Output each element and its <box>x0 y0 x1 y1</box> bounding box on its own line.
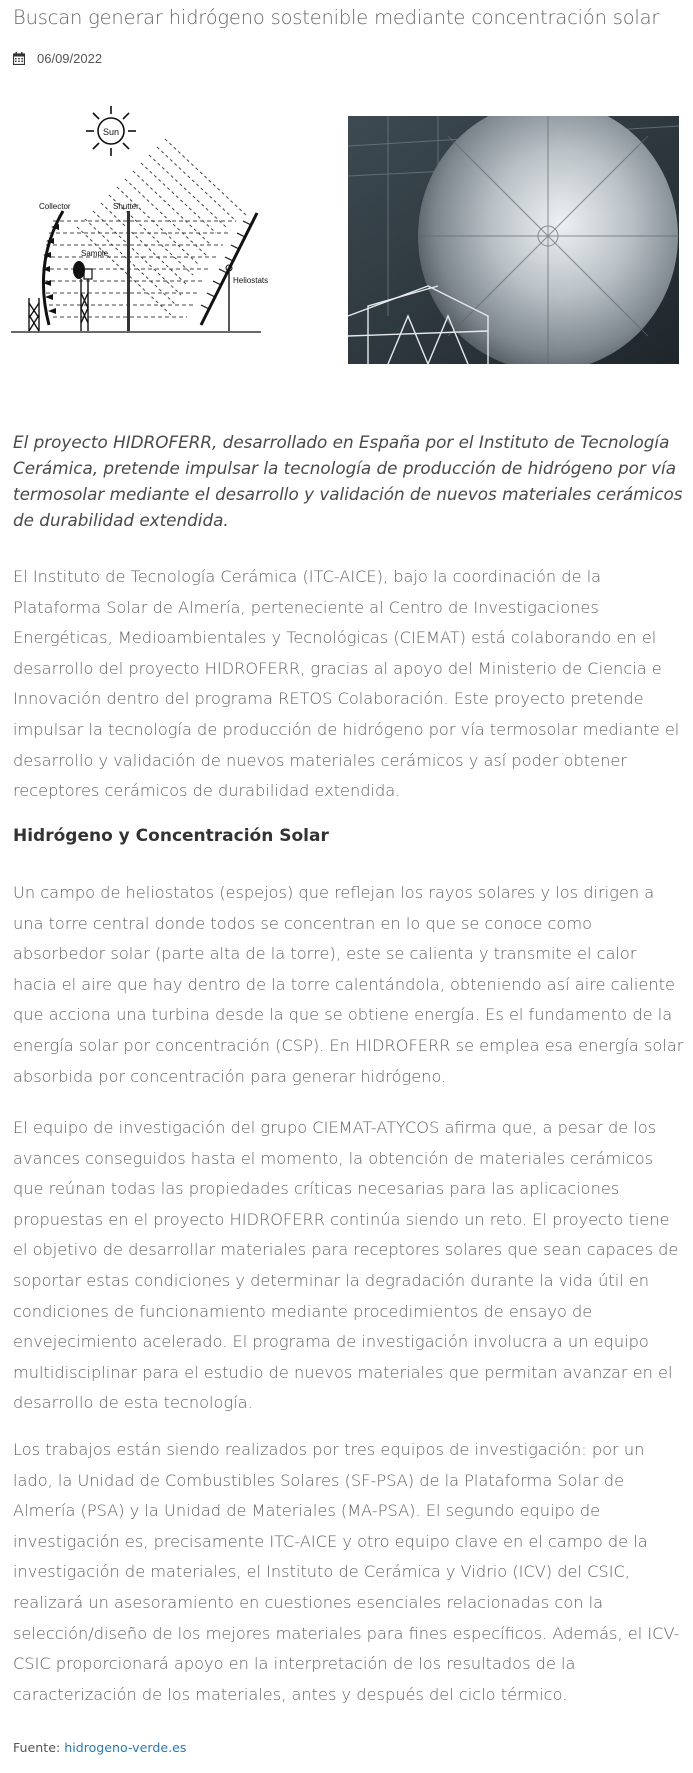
shutter-label: Shutter <box>113 202 139 211</box>
article-date <box>13 49 102 67</box>
article-lead: El proyecto HIDROFERR, desarrollado en España por el Instituto de Tecnología Cerámica, pretende impulsar la tecnología de producción de hidrógeno por vía termosolar mediante el desarrollo y validación de nuevos materiales cerámicos de durabilidad extendida. <box>13 432 683 530</box>
solar-furnace-diagram <box>11 103 311 378</box>
paragraph-2: Un campo de heliostatos (espejos) que reflejan los rayos solares y los dirigen a una torre central donde todos se concentran en lo que se conoce como absorbedor solar (parte alta de la torre), este se calienta y transmite el calor hacia el aire que hay dentro de la torre calentándola, obteniendo así aire caliente que acciona una turbina desde la que se obtiene energía. Es el fundamento de la energía solar por concentración (CSP). En HIDROFERR se emplea esa energía solar absorbida por concentración para generar hidrógeno. <box>13 883 684 1086</box>
source-link[interactable]: hidrogeno-verde.es <box>64 1740 187 1755</box>
solar-concentrator-photo <box>348 116 679 364</box>
sun-label: Sun <box>102 127 120 137</box>
paragraph-3: El equipo de investigación del grupo CIEMAT-ATYCOS afirma que, a pesar de los avances conseguidos hasta el momento, la obtención de materiales cerámicos que reúnan todas las propiedades críticas necesarias para las aplicaciones propuestas en el proyecto HIDROFERR continúa siendo un reto. El proyecto tiene el objetivo de desarrollar materiales para receptores solares que sean capaces de soportar estas condiciones y determinar la degradación durante la vida útil en condiciones de funcionamiento mediante procedimientos de ensayo de envejecimiento acelerado. El programa de investigación involucra a un equipo multidisciplinar para el estudio de nuevos materiales que permitan avanzar en el desarrollo de esta tecnología. <box>13 1118 679 1413</box>
heliostats-label: Heliostats <box>233 276 269 285</box>
calendar-icon <box>13 52 25 65</box>
paragraph-4: Los trabajos están siendo realizados por tres equipos de investigación: por un lado, la Unidad de Combustibles Solares (SF-PSA) de la Plataforma Solar de Almería (PSA) y la Unidad de Materiales (MA-PSA). El segundo equipo de investigación es, precisamente ITC-AICE y otro equipo clave en el campo de la investigación de materiales, el Instituto de Cerámica y Vidrio (ICV) del CSIC, realizará un asesoramiento en cuestiones esenciales relacionadas con la selección/diseño de los mejores materiales para fines específicos. Además, el ICV-CSIC proporcionará apoyo en la interpretación de los resultados de la caracterización de los materiales, antes y después del ciclo térmico. <box>13 1440 680 1704</box>
source-label: Fuente: <box>13 1740 61 1755</box>
section-heading: Hidrógeno y Concentración Solar <box>13 826 329 846</box>
collector-label: Collector <box>39 202 71 211</box>
date-text: 06/09/2022 <box>37 50 103 66</box>
sample-label: Sample <box>81 249 109 258</box>
article-source <box>13 1740 186 1755</box>
article-figure <box>11 103 681 378</box>
article-title: Buscan generar hidrógeno sostenible mediante concentración solar <box>13 6 660 29</box>
paragraph-1: El Instituto de Tecnología Cerámica (ITC-AICE), bajo la coordinación de la Plataforma Solar de Almería, perteneciente al Centro de Investigaciones Energéticas, Medioambientales y Tecnológicas (CIEMAT) está colaborando en el desarrollo del proyecto HIDROFERR, gracias al apoyo del Ministerio de Ciencia e Innovación dentro del programa RETOS Colaboración. Este proyecto pretende impulsar la tecnología de producción de hidrógeno por vía termosolar mediante el desarrollo y validación de nuevos materiales cerámicos y así poder obtener receptores cerámicos de durabilidad extendida. <box>13 567 680 801</box>
